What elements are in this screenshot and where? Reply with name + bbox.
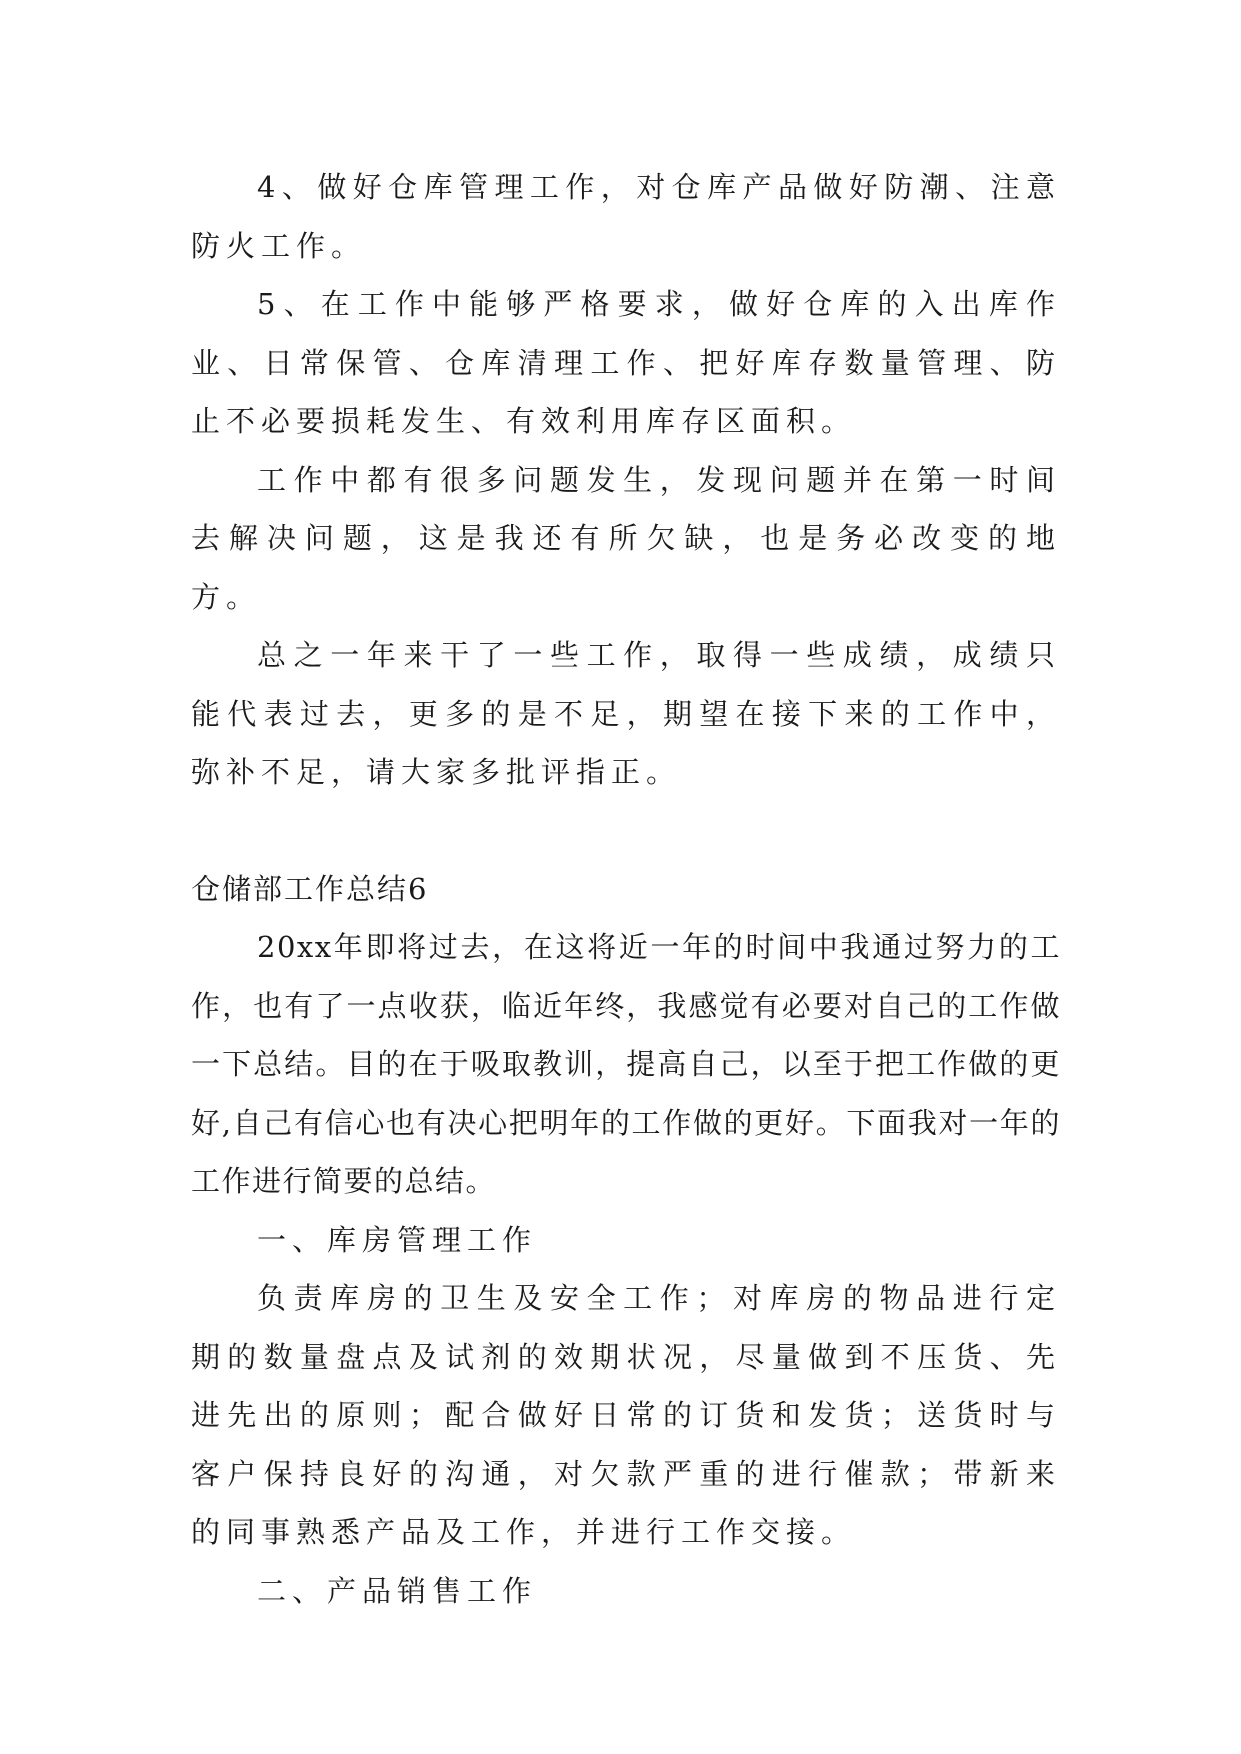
section-title: 仓储部工作总结6 <box>191 871 429 906</box>
paragraph-item-5: 5、在工作中能够严格要求，做好仓库的入出库作业、日常保管、仓库清理工作、把好库存数量管理、防止不必要损耗发生、有效利用库存区面积。 <box>191 287 1061 438</box>
paragraph-item-4: 4、做好仓库管理工作，对仓库产品做好防潮、注意防火工作。 <box>191 170 1061 263</box>
heading-product-sales: 二、产品销售工作 <box>257 1573 538 1608</box>
document-body <box>191 158 1061 1620</box>
paragraph-problems: 工作中都有很多问题发生，发现问题并在第一时间去解决问题，这是我还有所欠缺，也是务必改变的地方。 <box>191 462 1061 614</box>
paragraph-conclusion: 总之一年来干了一些工作，取得一些成绩，成绩只能代表过去，更多的是不足，期望在接下来的工作中，弥补不足，请大家多批评指正。 <box>191 638 1061 789</box>
paragraph-warehouse-duties: 负责库房的卫生及安全工作；对库房的物品进行定期的数量盘点及试剂的效期状况，尽量做到不压货、先进先出的原则；配合做好日常的订货和发货；送货时与客户保持良好的沟通，对欠款严重的进行催款；带新来的同事熟悉产品及工作，并进行工作交接。 <box>191 1281 1061 1549</box>
heading-warehouse-management: 一、库房管理工作 <box>257 1222 538 1257</box>
paragraph-intro: 20xx年即将过去，在这将近一年的时间中我通过努力的工作，也有了一点收获，临近年终，我感觉有必要对自己的工作做一下总结。目的在于吸取教训，提高自己，以至于把工作做的更好,自己有信心也有决心把明年的工作做的更好。下面我对一年的工作进行简要的总结。 <box>191 930 1061 1198</box>
